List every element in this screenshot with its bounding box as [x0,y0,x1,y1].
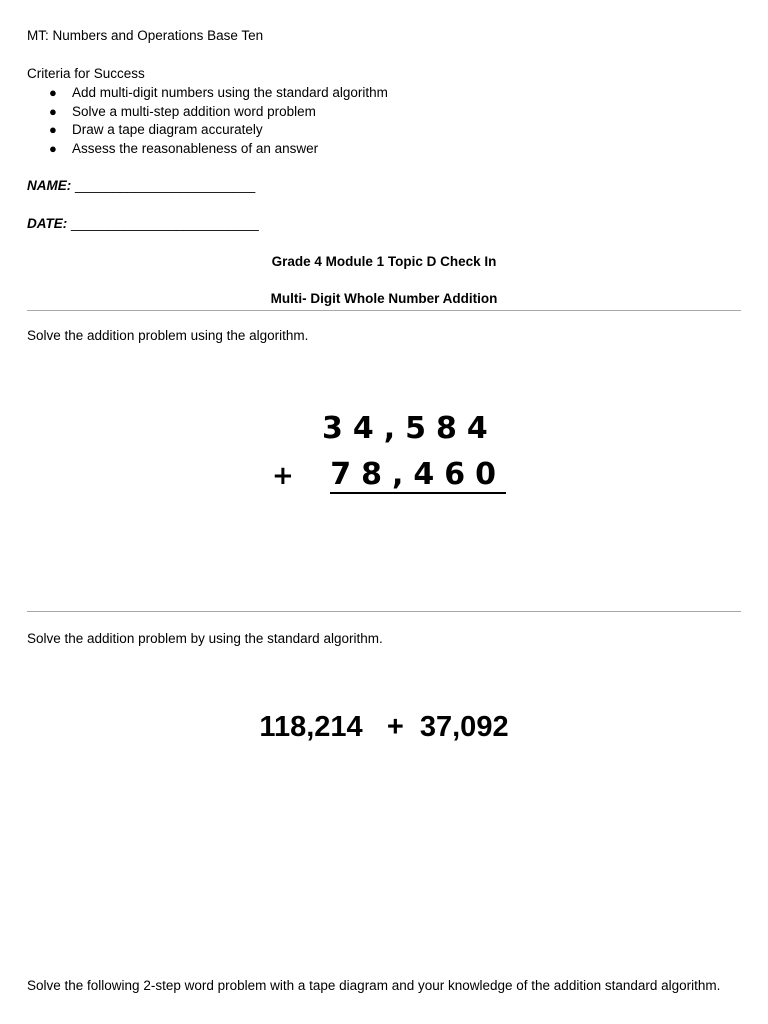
criteria-item [27,121,388,140]
date-field[interactable] [27,216,259,232]
worksheet-title: Grade 4 Module 1 Topic D Check In [271,254,497,269]
criteria-item-text: Assess the reasonableness of an answer [72,141,319,157]
problem-2-expression: 118,214 + 37,092 [259,711,509,743]
criteria-item [27,103,388,122]
name-blank[interactable]: ________________________ [75,178,256,193]
problem-3-instruction: Solve the following 2-step word problem with a tape diagram and your knowledge of the addition standard algorithm. [27,978,721,993]
criteria-item [27,140,388,159]
section-divider [27,310,741,311]
criteria-list [27,84,388,159]
worksheet-subtitle: Multi- Digit Whole Number Addition [270,291,498,306]
bullet-icon: ● [49,122,57,138]
criteria-item-text: Add multi-digit numbers using the standard algorithm [72,85,388,100]
problem-1-bottom-number: 78,460 [330,457,507,492]
plus-sign: + [272,461,304,491]
problem-2-instruction: Solve the addition problem by using the standard algorithm. [27,631,383,646]
section-divider [27,611,741,612]
criteria-item-text: Draw a tape diagram accurately [72,122,263,138]
name-field[interactable] [27,178,255,194]
bullet-icon: ● [49,103,57,119]
date-label: DATE: [27,216,68,231]
criteria-item [27,84,388,103]
date-blank[interactable]: _________________________ [71,216,259,231]
criteria-title: Criteria for Success [27,66,145,81]
problem-1-bottom-row [272,457,506,494]
problem-1-instruction: Solve the addition problem using the algorithm. [27,328,309,343]
standard-heading: MT: Numbers and Operations Base Ten [27,28,264,43]
problem-1-top-number: 34,584 [322,411,498,446]
bullet-icon: ● [49,141,57,157]
bullet-icon: ● [49,85,57,100]
name-label: NAME: [27,178,72,193]
criteria-item-text: Solve a multi-step addition word problem [72,103,316,119]
